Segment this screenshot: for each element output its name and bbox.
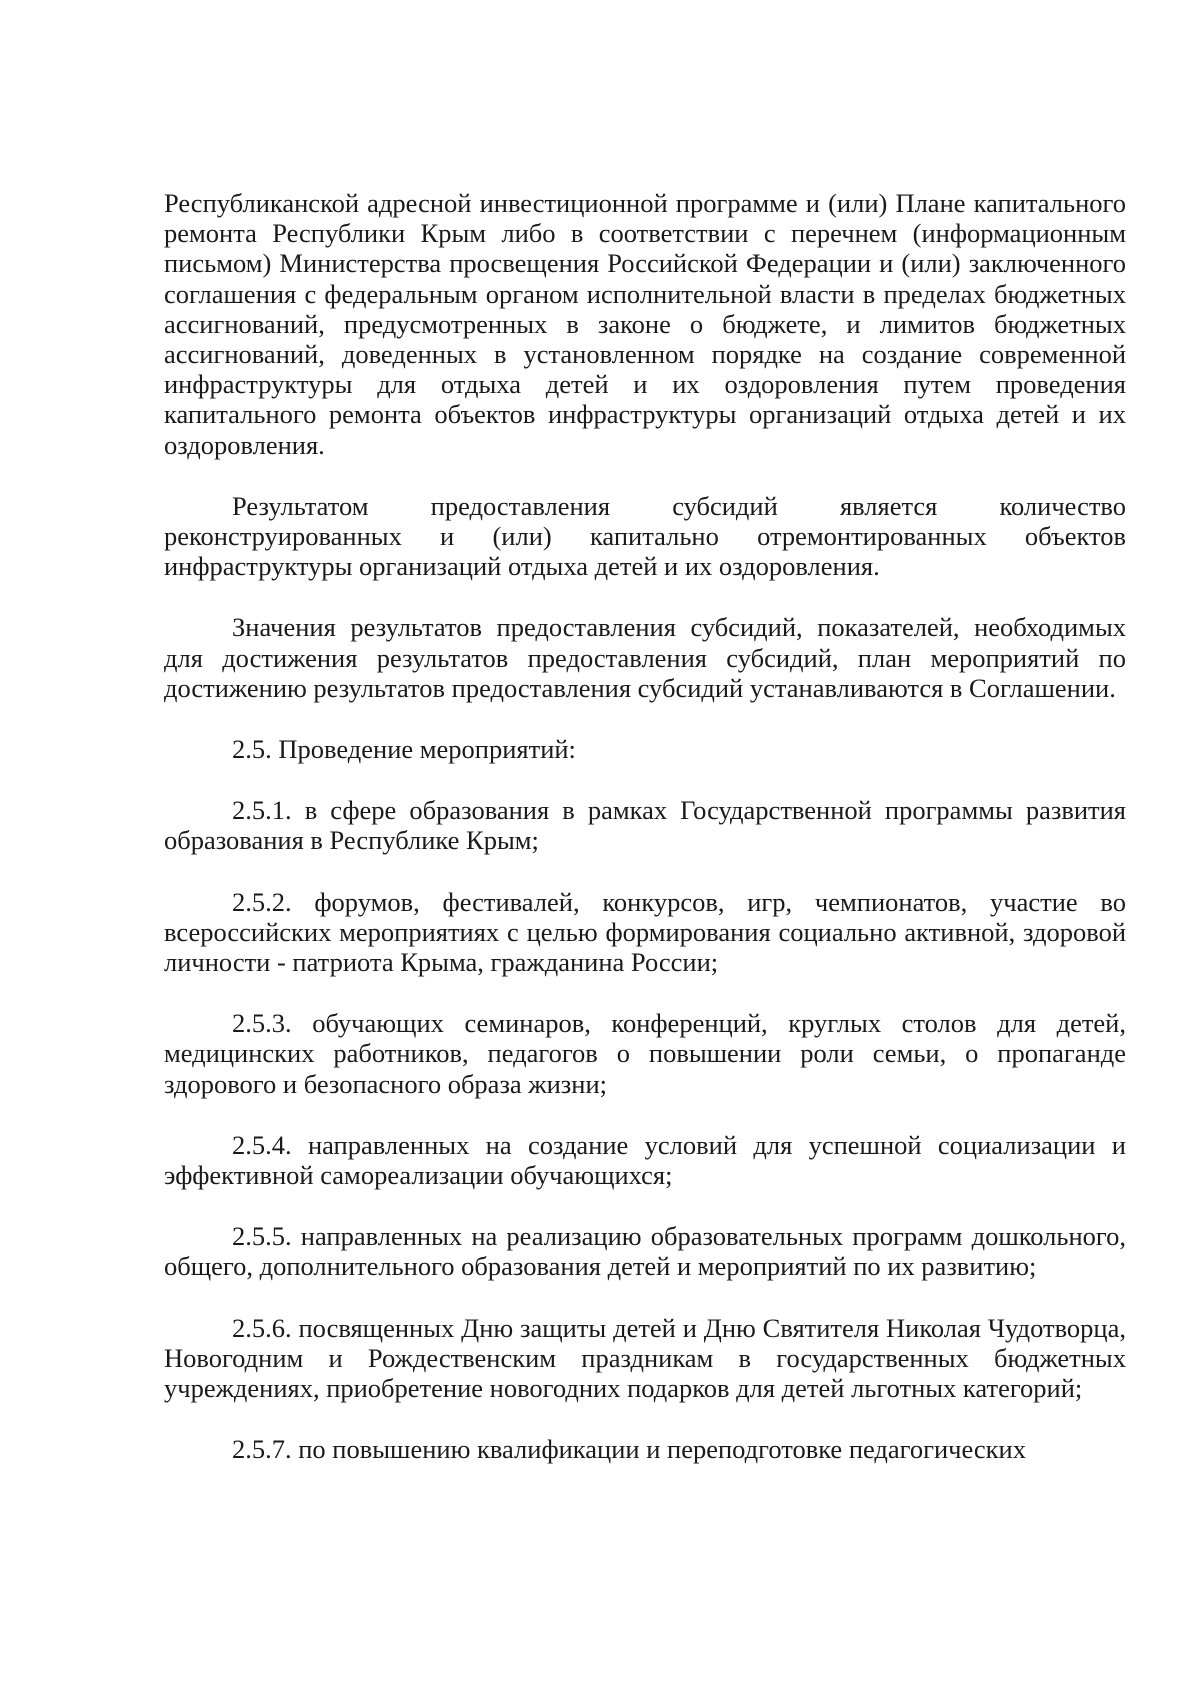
paragraph-section-2-5-7: 2.5.7. по повышению квалификации и переподготовке педагогических xyxy=(232,1434,1026,1465)
paragraph-result-values: Значения результатов предоставления субсидий, показателей, необходимых для достижения результатов предоставления субсидий, план мероприятий по достижению результатов предоставления субсидий устанавливаются в Соглашении. xyxy=(164,612,1126,703)
document-page xyxy=(164,188,1126,1465)
paragraph-subsidy-result: Результатом предоставления субсидий является количество реконструированных и (или) капитально отремонтированных объектов инфраструктуры организаций отдыха детей и их оздоровления. xyxy=(164,490,1126,582)
paragraph-section-2-5-4: 2.5.4. направленных на создание условий для успешной социализации и эффективной самореализации обучающихся; xyxy=(164,1129,1126,1191)
paragraph-section-2-5-5: 2.5.5. направленных на реализацию образовательных программ дошкольного, общего, дополнительного образования детей и мероприятий по их развитию; xyxy=(164,1221,1126,1282)
paragraph-section-2-5: 2.5. Проведение мероприятий: xyxy=(232,734,576,765)
paragraph-program-plan: Республиканской адресной инвестиционной программе и (или) Плане капитального ремонта Республики Крым либо в соответствии с перечнем (информационным письмом) Министерства просвещения Российской Федерации и (или) заключенного соглашения с федеральным органом исполнительной власти в пределах бюджетных ассигнований, предусмотренных в законе о бюджете, и лимитов бюджетных ассигнований, доведенных в установленном порядке на создание современной инфраструктуры для отдыха детей и их оздоровления путем проведения капитального ремонта объектов инфраструктуры организаций отдыха детей и их оздоровления. xyxy=(164,188,1126,460)
paragraph-section-2-5-3: 2.5.3. обучающих семинаров, конференций, круглых столов для детей, медицинских работников, педагогов о повышении роли семьи, о пропаганде здорового и безопасного образа жизни; xyxy=(164,1008,1126,1099)
paragraph-section-2-5-6: 2.5.6. посвященных Дню защиты детей и Дню Святителя Николая Чудотворца, Новогодним и Рождественским праздникам в государственных бюджетных учреждениях, приобретение новогодних подарков для детей льготных категорий; xyxy=(164,1312,1126,1404)
paragraph-section-2-5-2: 2.5.2. форумов, фестивалей, конкурсов, игр, чемпионатов, участие во всероссийских мероприятиях с целью формирования социально активной, здоровой личности - патриота Крыма, гражданина России; xyxy=(164,886,1126,978)
paragraph-section-2-5-1: 2.5.1. в сфере образования в рамках Государственной программы развития образования в Республике Крым; xyxy=(164,795,1126,856)
